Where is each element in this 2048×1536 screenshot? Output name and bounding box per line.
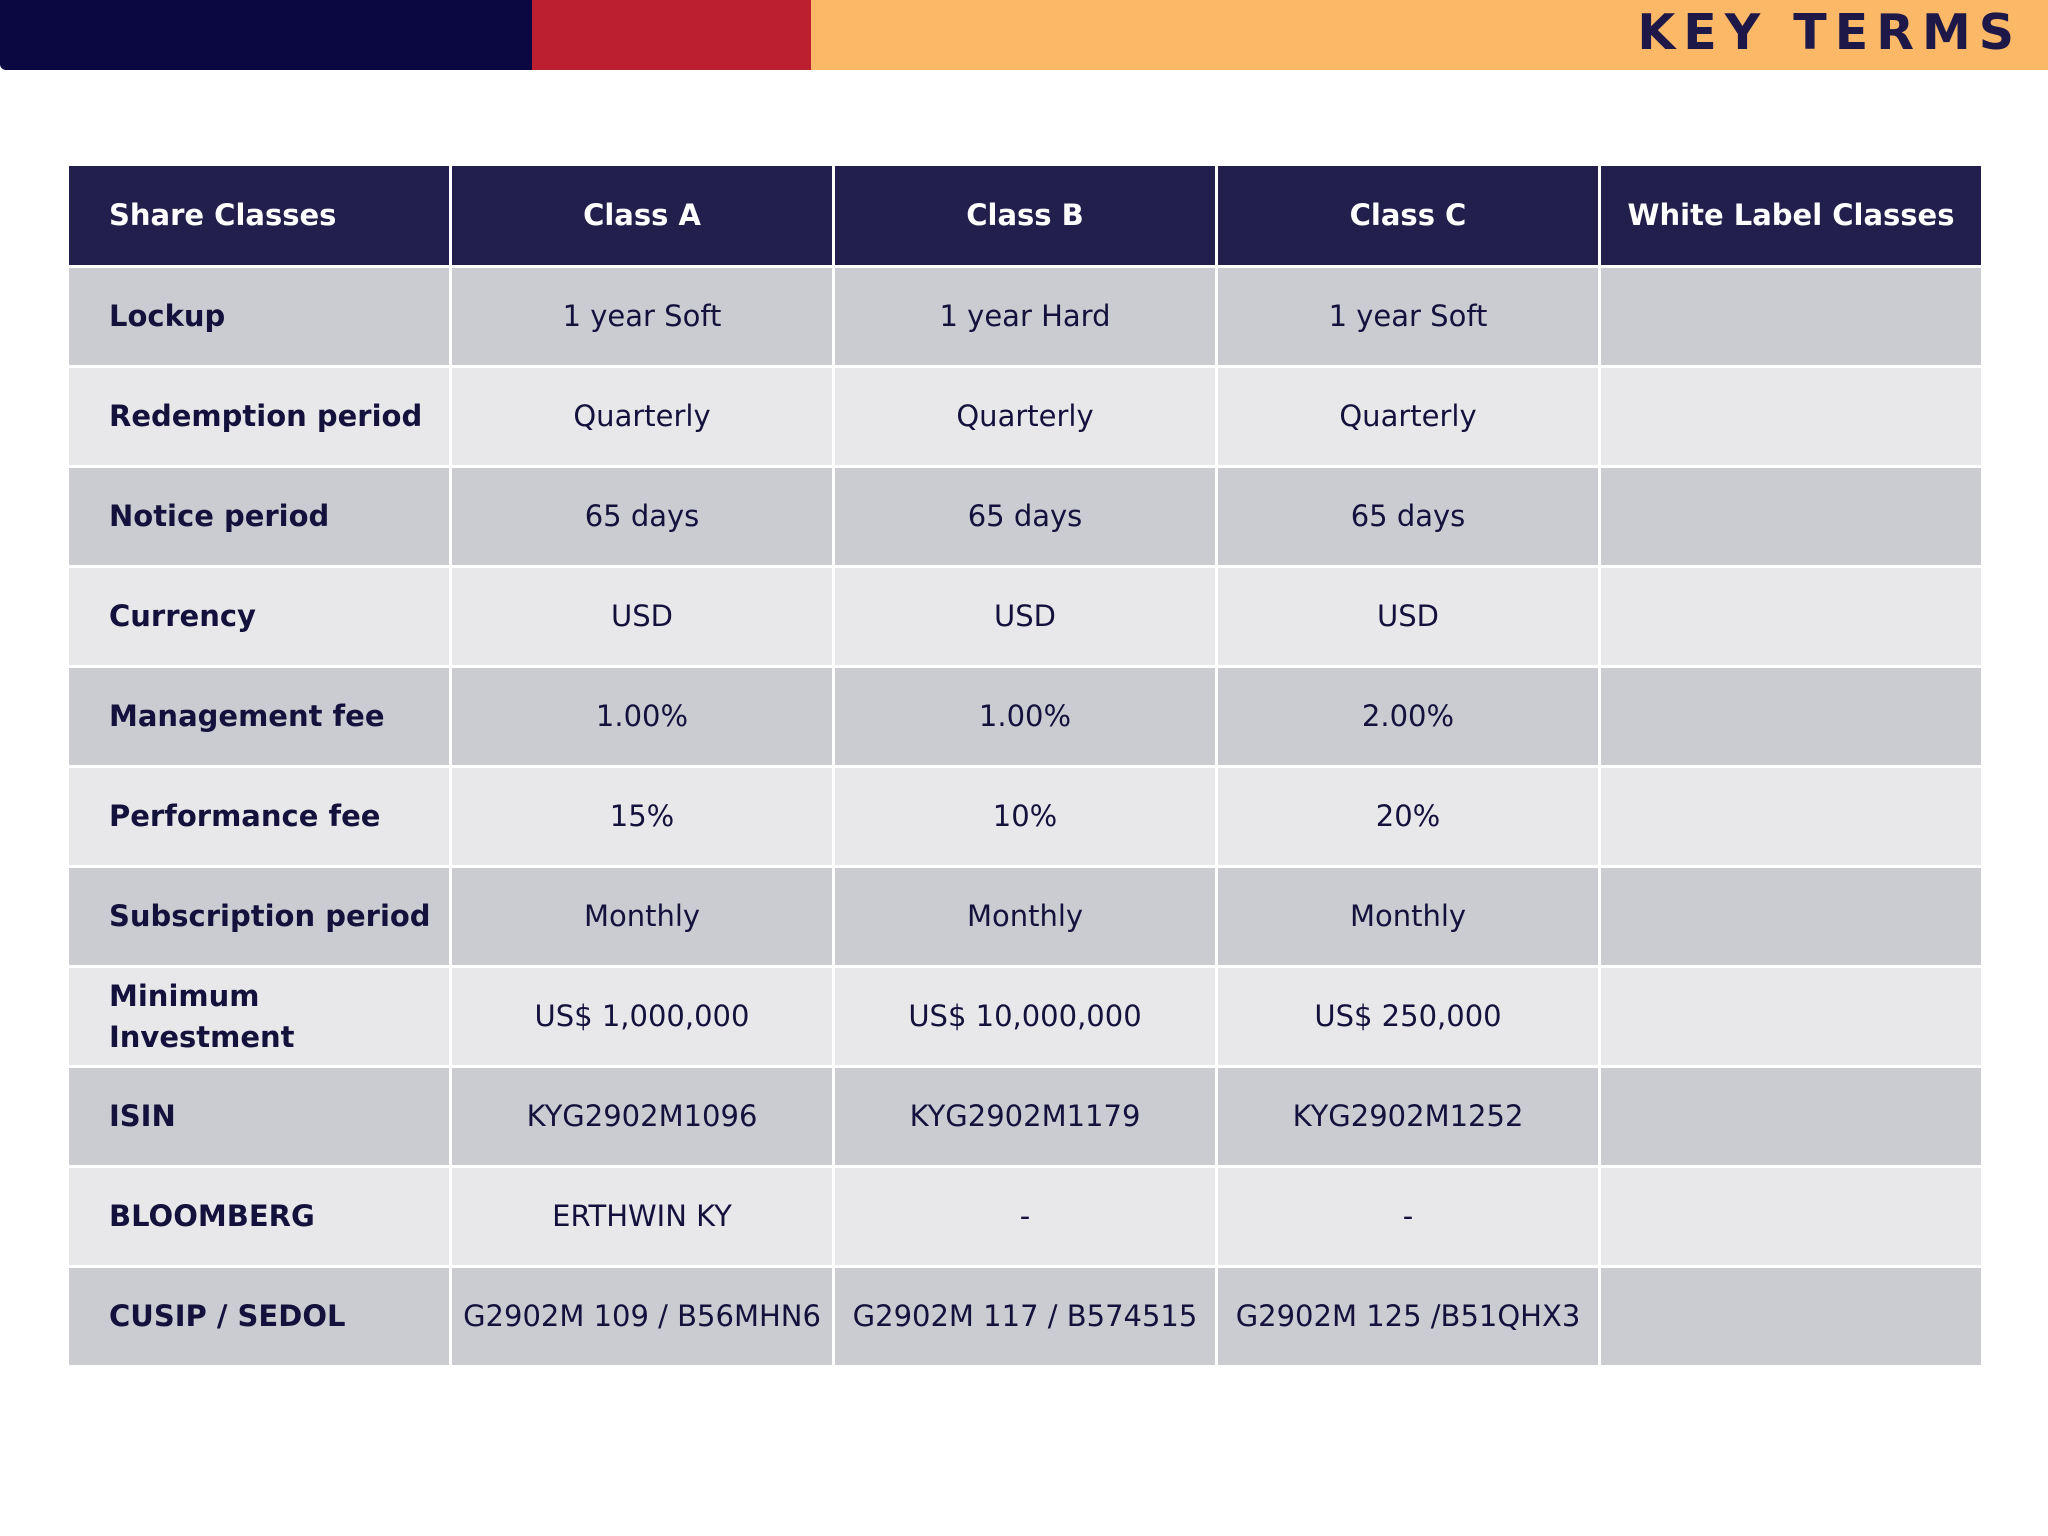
table-cell: ERTHWIN KY xyxy=(451,1167,834,1267)
row-label-bloomberg: BLOOMBERG xyxy=(68,1167,451,1267)
column-header-white-label-classes: White Label Classes xyxy=(1600,165,1983,267)
table-cell: 1 year Hard xyxy=(834,267,1217,367)
table-row xyxy=(68,367,1983,467)
page-title: KEY TERMS xyxy=(1637,4,2022,61)
header-color-bar xyxy=(0,0,2048,70)
table-cell: Quarterly xyxy=(451,367,834,467)
table-cell xyxy=(1600,567,1983,667)
table-cell xyxy=(1600,1067,1983,1167)
row-label-lockup: Lockup xyxy=(68,267,451,367)
table-cell: KYG2902M1252 xyxy=(1217,1067,1600,1167)
table-row xyxy=(68,467,1983,567)
table-cell: USD xyxy=(834,567,1217,667)
row-label-subscription-period: Subscription period xyxy=(68,867,451,967)
table-cell: 65 days xyxy=(834,467,1217,567)
table-cell: 65 days xyxy=(1217,467,1600,567)
table-cell: US$ 1,000,000 xyxy=(451,967,834,1067)
column-header-class-a: Class A xyxy=(451,165,834,267)
key-terms-table xyxy=(66,163,1984,1368)
column-header-class-b: Class B xyxy=(834,165,1217,267)
table-cell: Quarterly xyxy=(834,367,1217,467)
table-cell xyxy=(1600,467,1983,567)
table-row xyxy=(68,667,1983,767)
table-cell xyxy=(1600,867,1983,967)
row-label-performance-fee: Performance fee xyxy=(68,767,451,867)
table-row xyxy=(68,967,1983,1067)
table-cell: Monthly xyxy=(1217,867,1600,967)
table-cell: 65 days xyxy=(451,467,834,567)
table-cell: KYG2902M1096 xyxy=(451,1067,834,1167)
row-label-currency: Currency xyxy=(68,567,451,667)
table-cell: 1.00% xyxy=(834,667,1217,767)
row-label-cusip-sedol: CUSIP / SEDOL xyxy=(68,1267,451,1367)
table-cell: G2902M 109 / B56MHN6 xyxy=(451,1267,834,1367)
table-cell: USD xyxy=(1217,567,1600,667)
table-cell: - xyxy=(1217,1167,1600,1267)
table-row xyxy=(68,1267,1983,1367)
row-label-redemption-period: Redemption period xyxy=(68,367,451,467)
table-cell xyxy=(1600,1167,1983,1267)
table-cell: US$ 10,000,000 xyxy=(834,967,1217,1067)
table-cell: 20% xyxy=(1217,767,1600,867)
row-label-notice-period: Notice period xyxy=(68,467,451,567)
row-label-minimum-investment: Minimum Investment xyxy=(68,967,451,1067)
table-cell: 2.00% xyxy=(1217,667,1600,767)
table-cell xyxy=(1600,367,1983,467)
table-cell: Monthly xyxy=(834,867,1217,967)
header-bar-red-segment xyxy=(532,0,811,70)
table-cell: USD xyxy=(451,567,834,667)
row-label-management-fee: Management fee xyxy=(68,667,451,767)
table-cell: 1 year Soft xyxy=(1217,267,1600,367)
table-cell: Quarterly xyxy=(1217,367,1600,467)
table-cell: Monthly xyxy=(451,867,834,967)
table-row xyxy=(68,867,1983,967)
column-header-share-classes: Share Classes xyxy=(68,165,451,267)
table-cell: 1 year Soft xyxy=(451,267,834,367)
table-cell: G2902M 117 / B574515 xyxy=(834,1267,1217,1367)
table-cell: 1.00% xyxy=(451,667,834,767)
table-row xyxy=(68,767,1983,867)
table-cell xyxy=(1600,267,1983,367)
table-cell xyxy=(1600,767,1983,867)
table-cell xyxy=(1600,967,1983,1067)
table-cell: - xyxy=(834,1167,1217,1267)
table-cell: G2902M 125 /B51QHX3 xyxy=(1217,1267,1600,1367)
table-cell xyxy=(1600,667,1983,767)
table-cell: 10% xyxy=(834,767,1217,867)
table-row xyxy=(68,1167,1983,1267)
column-header-class-c: Class C xyxy=(1217,165,1600,267)
table-cell xyxy=(1600,1267,1983,1367)
table-cell: 15% xyxy=(451,767,834,867)
table-row xyxy=(68,1067,1983,1167)
table-row xyxy=(68,567,1983,667)
table-cell: KYG2902M1179 xyxy=(834,1067,1217,1167)
header-bar-navy-segment xyxy=(0,0,532,70)
table-row xyxy=(68,267,1983,367)
table-cell: US$ 250,000 xyxy=(1217,967,1600,1067)
table-header-row xyxy=(68,165,1983,267)
row-label-isin: ISIN xyxy=(68,1067,451,1167)
